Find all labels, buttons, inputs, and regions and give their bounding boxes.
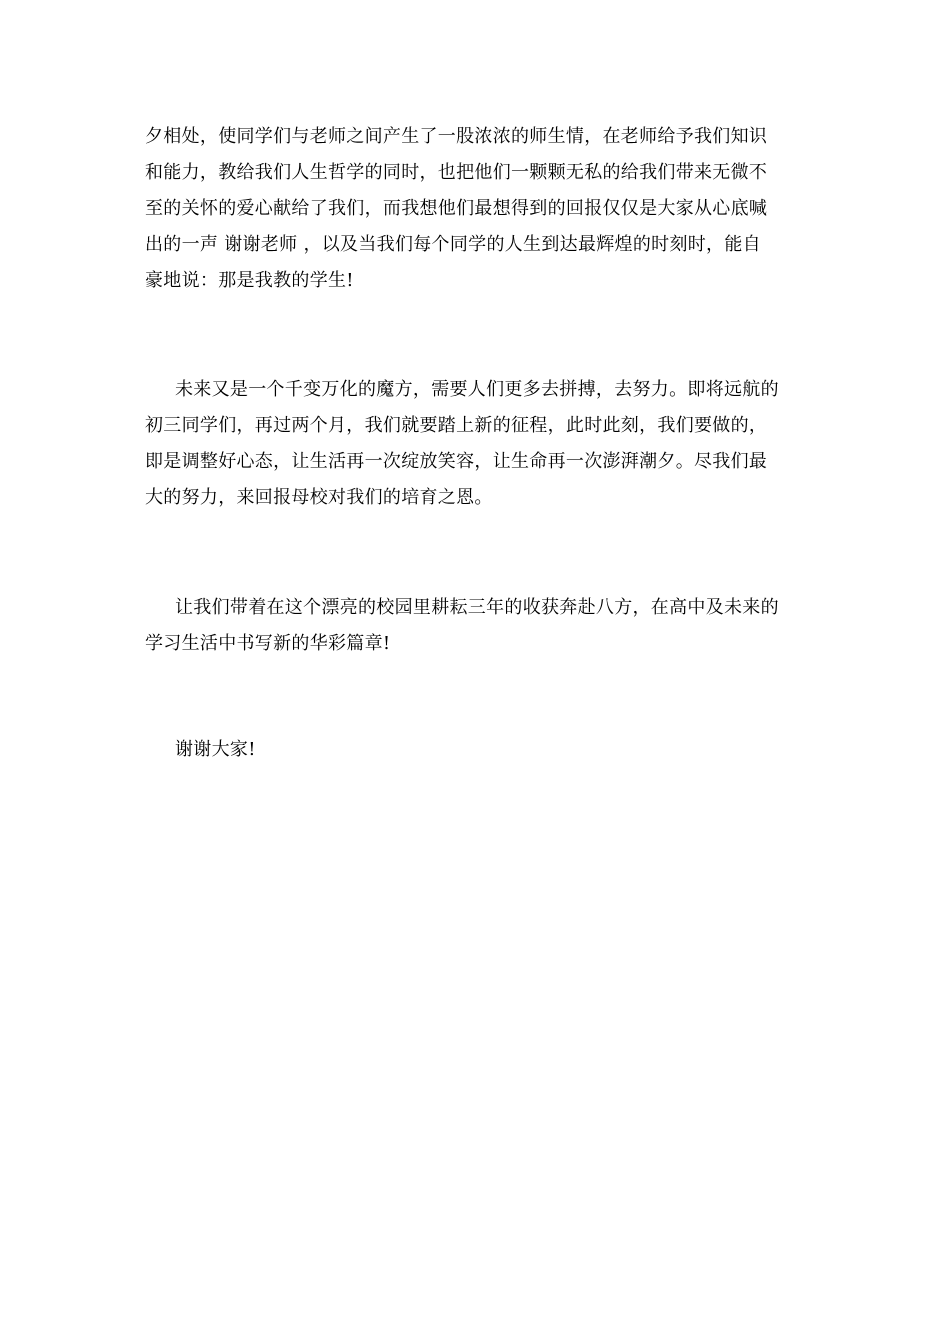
- text-line: 大的努力，来回报母校对我们的培育之恩。: [145, 487, 493, 508]
- text-line: 夕相处，使同学们与老师之间产生了一股浓浓的师生情，在老师给予我们知识: [145, 126, 768, 147]
- text-line: 未来又是一个千变万化的魔方，需要人们更多去拼搏，去努力。即将远航的: [175, 379, 779, 400]
- paragraph-farewell: [145, 590, 815, 662]
- text-line: 学习生活中书写新的华彩篇章!: [145, 633, 391, 654]
- paragraph-future: [145, 372, 815, 516]
- text-line: 至的关怀的爱心献给了我们，而我想他们最想得到的回报仅仅是大家从心底喊: [145, 198, 768, 219]
- text-line: 谢谢大家!: [175, 739, 256, 760]
- paragraph-thanks: [145, 732, 815, 768]
- text-line: 出的一声 谢谢老师 ，以及当我们每个同学的人生到达最辉煌的时刻时，能自: [145, 234, 761, 255]
- text-line: 让我们带着在这个漂亮的校园里耕耘三年的收获奔赴八方，在高中及未来的: [175, 597, 779, 618]
- text-line: 初三同学们，再过两个月，我们就要踏上新的征程，此时此刻，我们要做的，: [145, 415, 768, 436]
- text-line: 即是调整好心态，让生活再一次绽放笑容，让生命再一次澎湃潮夕。尽我们最: [145, 451, 768, 472]
- paragraph-teachers-gratitude: [145, 119, 815, 299]
- text-line: 豪地说：那是我教的学生!: [145, 270, 354, 291]
- text-line: 和能力，教给我们人生哲学的同时，也把他们一颗颗无私的给我们带来无微不: [145, 162, 768, 183]
